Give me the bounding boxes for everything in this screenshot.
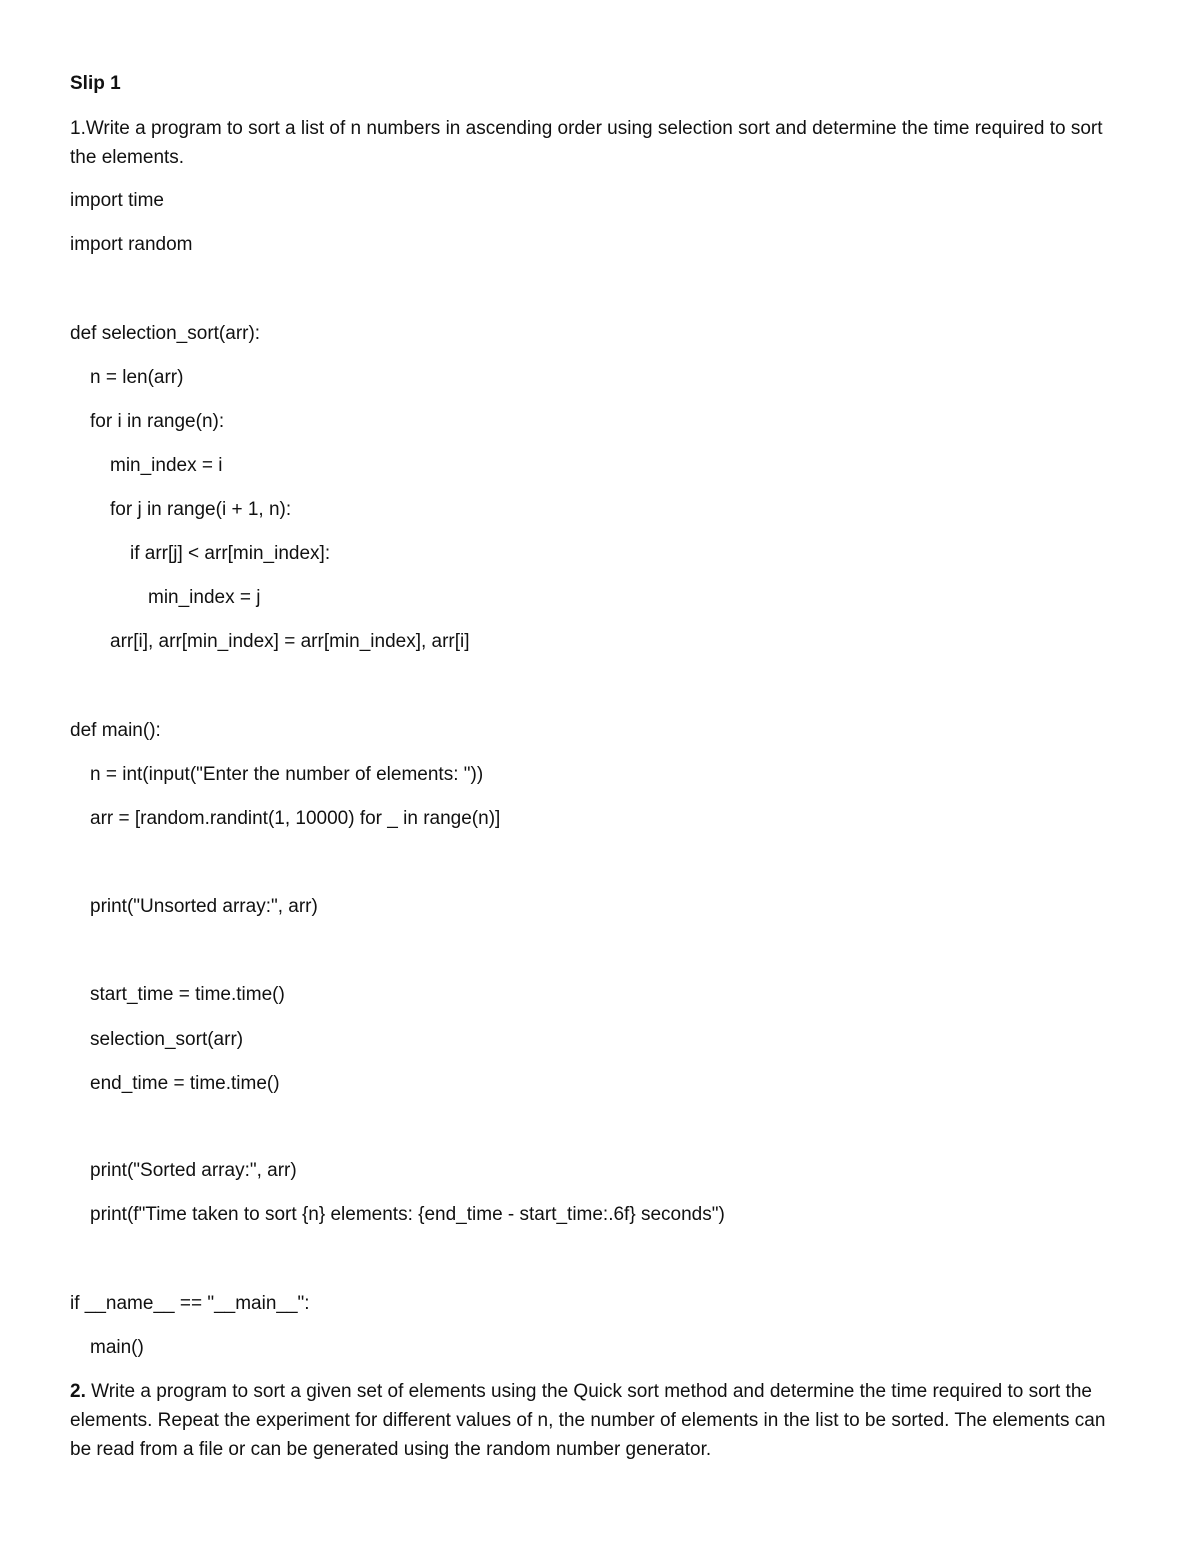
question-2-text: Write a program to sort a given set of elements using the Quick sort method and determine the time required to sort the elements. Repeat the experiment for different values of n, the number of elements in the list to be sorted. The elements can be read from a file or can be generated using the random number generator. xyxy=(70,1381,1106,1460)
code-line: end_time = time.time() xyxy=(90,1073,280,1094)
code-line: n = int(input("Enter the number of elements: ")) xyxy=(90,764,484,785)
code-line: selection_sort(arr) xyxy=(90,1029,244,1050)
code-line: for j in range(i + 1, n): xyxy=(110,499,292,520)
code-line: arr = [random.randint(1, 10000) for _ in range(n)] xyxy=(90,808,501,829)
slip-title: Slip 1 xyxy=(70,73,121,94)
code-line: def selection_sort(arr): xyxy=(70,323,261,344)
question-2-number: 2. xyxy=(70,1381,86,1402)
code-line: min_index = i xyxy=(110,455,223,476)
code-line: start_time = time.time() xyxy=(90,984,285,1005)
question-2 xyxy=(70,1377,1130,1464)
code-line: import time xyxy=(70,190,164,211)
code-line: import random xyxy=(70,234,193,255)
code-line: if arr[j] < arr[min_index]: xyxy=(130,543,331,564)
code-line: print("Unsorted array:", arr) xyxy=(90,896,318,917)
code-line: if __name__ == "__main__": xyxy=(70,1293,310,1314)
code-line: print(f"Time taken to sort {n} elements: {end_time - start_time:.6f} seconds") xyxy=(90,1204,725,1225)
code-line: n = len(arr) xyxy=(90,367,184,388)
code-line: def main(): xyxy=(70,720,161,741)
code-line: print("Sorted array:", arr) xyxy=(90,1160,297,1181)
code-line: for i in range(n): xyxy=(90,411,225,432)
code-line: main() xyxy=(90,1337,144,1358)
code-line: arr[i], arr[min_index] = arr[min_index], arr[i] xyxy=(110,631,470,652)
code-line: min_index = j xyxy=(148,587,261,608)
question-1-text: 1.Write a program to sort a list of n numbers in ascending order using selection sort and determine the time required to sort the elements. xyxy=(70,118,1103,168)
